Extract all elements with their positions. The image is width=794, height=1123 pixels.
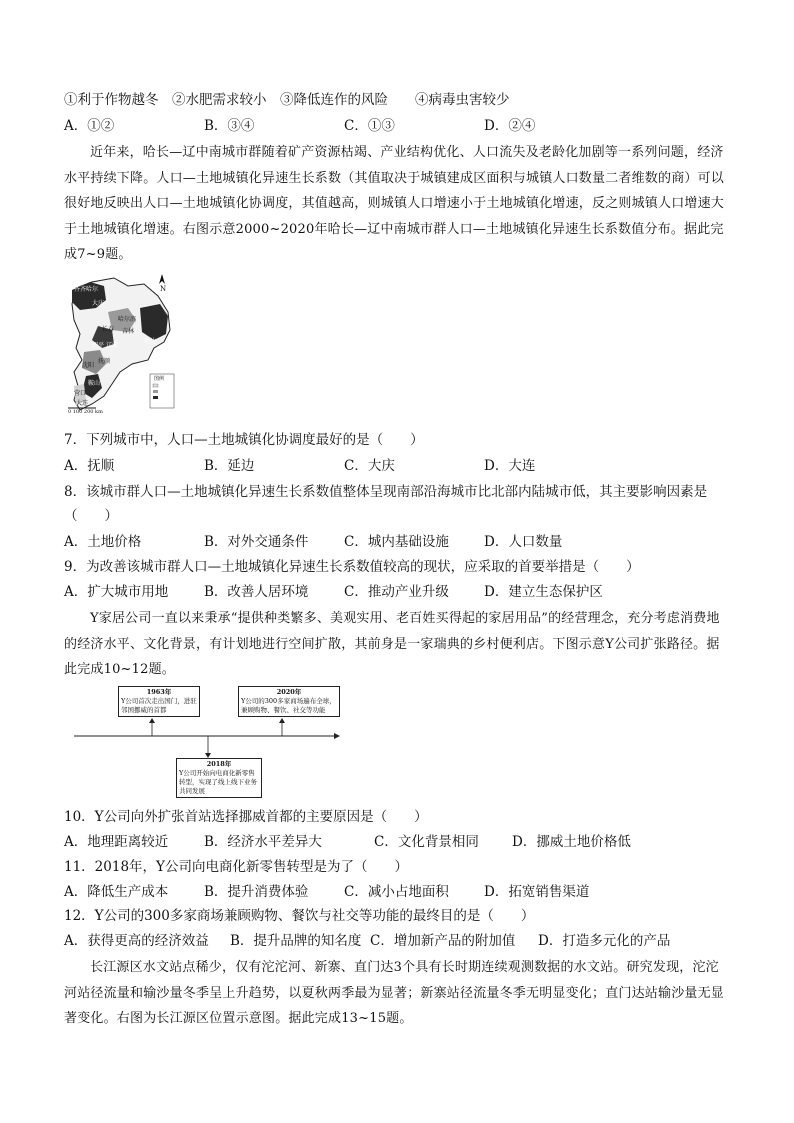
- q8-option-b[interactable]: B．对外交通条件: [204, 534, 309, 550]
- map-label-dalian: 大连: [76, 400, 89, 407]
- q9-stem: 9．为改善该城市群人口—土地城镇化异速生长系数值较高的现状，应采取的首要举措是（ ）: [64, 559, 640, 575]
- expansion-timeline: [72, 684, 342, 795]
- map-legend-title: 图例: [154, 376, 165, 382]
- q8-stem: 8．该城市群人口—土地城镇化异速生长系数值整体呈现南部沿海城市比北部内陆城市低，其主要影响因素是: [64, 484, 708, 500]
- city-cluster-map: [62, 268, 178, 416]
- q12-option-d[interactable]: D．打造多元化的产品: [538, 933, 671, 949]
- q11-stem: 11．2018年，Y公司向电商化新零售转型是为了（ ）: [64, 859, 408, 875]
- q8-option-a[interactable]: A．土地价格: [64, 534, 142, 550]
- timeline-event-2020: [238, 686, 340, 717]
- map-label-harbin: 哈尔滨: [118, 316, 137, 323]
- timeline-event-2018: [176, 758, 262, 798]
- q9-option-b[interactable]: B．改善人居环境: [204, 584, 309, 600]
- q10-option-b[interactable]: B．经济水平差异大: [204, 834, 322, 850]
- passage-13-15: 长江源区水文站点稀少，仅有沱沱河、新寨、直门达3个具有长时期连续观测数据的水文站。研究发现，沱沱河站径流量和输沙量冬季呈上升趋势，以夏秋两季最为显著；新寨站径流量冬季无明显变化；直门达站输沙量无显著变化。右图为长江源区位置示意图。据此完成13~15题。: [64, 960, 725, 1026]
- event-2018-desc: Y公司开始向电商化新零售转型，实现了线上线下业务共同发展: [179, 769, 257, 795]
- q10-stem: 10．Y公司向外扩张首站选择挪威首都的主要原因是（ ）: [64, 809, 428, 825]
- q11-option-a[interactable]: A．降低生产成本: [64, 884, 169, 900]
- q11-option-b[interactable]: B．提升消费体验: [204, 884, 309, 900]
- map-label-liaoyuan: 辽源: [106, 342, 119, 349]
- map-label-yingkou: 营口: [74, 390, 87, 397]
- event-2020-desc: Y公司的300多家商场遍布全球，兼顾购物、餐饮、社交等功能: [241, 697, 336, 714]
- q10-option-a[interactable]: A．地理距离较近: [64, 834, 169, 850]
- event-2018-year: 2018年: [206, 760, 232, 768]
- q7-stem: 7．下列城市中，人口—土地城镇化协调度最好的是（ ）: [64, 432, 424, 448]
- q6-option-c[interactable]: C．①③: [344, 118, 395, 134]
- q10-option-d[interactable]: D．挪威土地价格低: [512, 834, 631, 850]
- q9-option-d[interactable]: D．建立生态保护区: [484, 584, 603, 600]
- q8-stem-continued: （ ）: [64, 508, 118, 524]
- q7-option-b[interactable]: B．延边: [204, 458, 255, 474]
- event-1963-desc: Y公司首次走出国门，进驻邻国挪威的首都: [121, 697, 197, 714]
- timeline-event-1963: [118, 686, 200, 717]
- map-label-yanbian: 延边: [144, 338, 157, 345]
- q9-option-c[interactable]: C．推动产业升级: [344, 584, 449, 600]
- q10-option-c[interactable]: C．文化背景相同: [374, 834, 479, 850]
- q12-option-c[interactable]: C．增加新产品的附加值: [370, 933, 516, 949]
- passage-10-12: Y家居公司一直以来秉承“提供种类繁多、美观实用、老百姓买得起的家居用品”的经营理念，充分考虑消费地的经济水平、文化背景，有计划地进行空间扩散，其前身是一家瑞典的乡村便利店。下图示意Y公司扩张路径。据此完成10~12题。: [64, 611, 720, 677]
- map-label-daqing: 大庆: [92, 300, 105, 307]
- map-label-siping: 四平: [92, 342, 105, 349]
- passage-7-9: 近年来，哈长—辽中南城市群随着矿产资源枯竭、产业结构优化、人口流失及老龄化加剧等一系列问题，经济水平持续下降。人口—土地城镇化异速生长系数（其值取决于城镇建成区面积与城镇人口数量二者维数的商）可以很好地反映出人口—土地城镇化协调度，其值越高，则城镇人口增速小于土地城镇化增速，反之则城镇人口增速大于土地城镇化增速。右图示意2000~2020年哈长—辽中南城市群人口—土地城镇化异速生长系数值分布。据此完成7~9题。: [64, 145, 725, 262]
- q7-option-a[interactable]: A．抚顺: [64, 458, 115, 474]
- q7-option-d[interactable]: D．大连: [484, 458, 536, 474]
- timeline-arrowhead: [334, 733, 340, 739]
- q11-options: [64, 882, 734, 902]
- statements-line: ①利于作物越冬 ②水肥需求较小 ③降低连作的风险 ④病毒虫害较少: [64, 92, 510, 108]
- q8-option-c[interactable]: C．城内基础设施: [344, 534, 449, 550]
- north-label: N: [160, 285, 167, 293]
- q12-stem: 12．Y公司的300多家商场兼顾购物、餐饮与社交等功能的最终目的是（ ）: [64, 908, 535, 924]
- q11-option-d[interactable]: D．拓宽销售渠道: [484, 884, 590, 900]
- map-label-changchun: 长春: [102, 326, 115, 333]
- map-scale-label: 0 100 200 km: [68, 409, 103, 415]
- q10-options: [64, 832, 734, 852]
- q12-option-a[interactable]: A．获得更高的经济效益: [64, 933, 209, 949]
- q6-option-b[interactable]: B．③④: [204, 118, 255, 134]
- q6-option-a[interactable]: A．①②: [64, 118, 115, 134]
- q11-option-c[interactable]: C．减小占地面积: [344, 884, 449, 900]
- q8-option-d[interactable]: D．人口数量: [484, 534, 563, 550]
- q9-option-a[interactable]: A．扩大城市用地: [64, 584, 169, 600]
- q12-option-b[interactable]: B．提升品牌的知名度: [230, 933, 362, 949]
- map-label-jilin: 吉林: [122, 328, 135, 335]
- map-label-qiqihar: 齐齐哈尔: [74, 286, 99, 293]
- event-1963-year: 1963年: [146, 688, 172, 696]
- q7-option-c[interactable]: C．大庆: [344, 458, 395, 474]
- q6-options: [64, 116, 734, 136]
- map-label-anshan: 鞍山: [88, 380, 101, 387]
- map-label-shenyang: 沈阳: [82, 362, 95, 369]
- map-label-fushun: 抚顺: [98, 358, 111, 365]
- q6-option-d[interactable]: D．②④: [484, 118, 536, 134]
- event-2020-year: 2020年: [276, 688, 302, 696]
- q8-options: [64, 532, 734, 552]
- q7-options: [64, 456, 734, 476]
- q9-options: [64, 582, 734, 602]
- q12-options: [64, 931, 734, 951]
- north-arrow: [159, 274, 165, 284]
